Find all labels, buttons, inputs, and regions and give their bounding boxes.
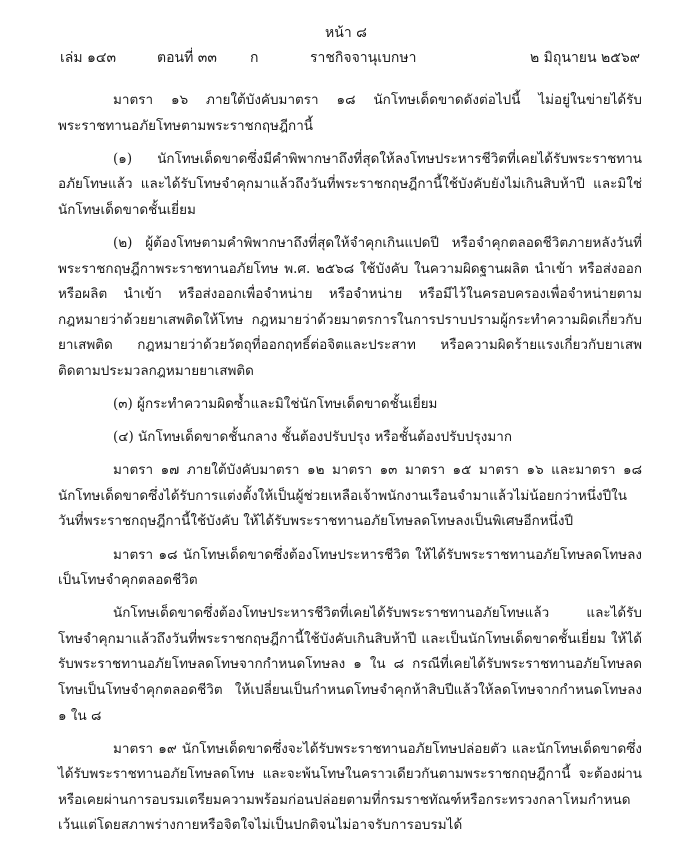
document-body [58,88,642,847]
volume-label: เล่ม ๑๔๓ [60,50,117,66]
paragraph-item-4: (๔) นักโทษเด็ดขาดชั้นกลาง ชั้นต้องปรับปรุง หรือชั้นต้องปรับปรุงมาก [113,429,513,446]
paragraph-item-2: (๒) ผู้ต้องโทษตามคำพิพากษาถึงที่สุดให้จำคุกเกินแปดปี หรือจำคุกตลอดชีวิตภายหลังวันที่พระราชกฤษฎีกาพระราชทานอภัยโทษ พ.ศ. ๒๕๖๘ ใช้บังคับ ในความผิดฐานผลิต นำเข้า หรือส่งออก หรือผลิต นำเข้า หรือส่งออกเพื่อจำหน่าย หรือจำหน่าย หรือมีไว้ในครอบครองเพื่อจำหน่ายตามกฎหมายว่าด้วยยาเสพติดให้โทษ กฎหมายว่าด้วยมาตรการในการปราบปรามผู้กระทำความผิดเกี่ยวกับยาเสพติด กฎหมายว่าด้วยวัตถุที่ออกฤทธิ์ต่อจิตและประสาท หรือความผิดร้ายแรงเกี่ยวกับยาเสพติดตามประมวลกฎหมายยาเสพติด [58,234,642,379]
gazette-title: ราชกิจจานุเบกษา [310,50,417,66]
part-label: ตอนที่ ๓๓ [157,50,217,66]
paragraph-section-18-clause-2: นักโทษเด็ดขาดซึ่งต้องโทษประหารชีวิตที่เคยได้รับพระราชทานอภัยโทษแล้ว และได้รับโทษจำคุกมาแล้วถึงวันที่พระราชกฤษฎีกานี้ใช้บังคับเกินสิบห้าปี และเป็นนักโทษเด็ดขาดชั้นเยี่ยม ให้ได้รับพระราชทานอภัยโทษลดโทษจากกำหนดโทษลง ๑ ใน ๘ กรณีที่เคยได้รับพระราชทานอภัยโทษลดโทษเป็นโทษจำคุกตลอดชีวิต ให้เปลี่ยนเป็นกำหนดโทษจำคุกห้าสิบปีแล้วให้ลดโทษจากกำหนดโทษลง ๑ ใน ๘ [58,605,642,724]
paragraph-section-17: มาตรา ๑๗ ภายใต้บังคับมาตรา ๑๒ มาตรา ๑๓ มาตรา ๑๕ มาตรา ๑๖ และมาตรา ๑๘ นักโทษเด็ดขาดซึ่งได้รับการแต่งตั้งให้เป็นผู้ช่วยเหลือเจ้าพนักงานเรือนจำมาแล้วไม่น้อยกว่าหนึ่งปีในวันที่พระราชกฤษฎีกานี้ใช้บังคับ ให้ได้รับพระราชทานอภัยโทษลดโทษลงเป็นพิเศษอีกหนึ่งปี [58,462,642,530]
section-label: ก [250,50,259,66]
page-number: หน้า ๘ [325,25,367,41]
paragraph-item-3: (๓) ผู้กระทำความผิดซ้ำและมิใช่นักโทษเด็ดขาดชั้นเยี่ยม [113,396,438,413]
gazette-header [60,47,640,67]
paragraph-item-1: (๑) นักโทษเด็ดขาดซึ่งมีคำพิพากษาถึงที่สุดให้ลงโทษประหารชีวิตที่เคยได้รับพระราชทานอภัยโทษแล้ว และได้รับโทษจำคุกมาแล้วถึงวันที่พระราชกฤษฎีกานี้ใช้บังคับยังไม่เกินสิบห้าปี และมิใช่นักโทษเด็ดขาดชั้นเยี่ยม [58,150,642,218]
paragraph-section-19: มาตรา ๑๙ นักโทษเด็ดขาดซึ่งจะได้รับพระราชทานอภัยโทษปล่อยตัว และนักโทษเด็ดขาดซึ่งได้รับพระราชทานอภัยโทษลดโทษ และจะพ้นโทษในคราวเดียวกันตามพระราชกฤษฎีกานี้ จะต้องผ่านหรือเคยผ่านการอบรมเตรียมความพร้อมก่อนปล่อยตามที่กรมราชทัณฑ์หรือกระทรวงกลาโหมกำหนด เว้นแต่โดยสภาพร่างกายหรือจิตใจไม่เป็นปกติจนไม่อาจรับการอบรมได้ [58,740,642,834]
publication-date: ๒ มิถุนายน ๒๕๖๙ [529,50,640,66]
paragraph-section-18: มาตรา ๑๘ นักโทษเด็ดขาดซึ่งต้องโทษประหารชีวิต ให้ได้รับพระราชทานอภัยโทษลดโทษลงเป็นโทษจำคุกตลอดชีวิต [58,546,642,589]
paragraph-section-16: มาตรา ๑๖ ภายใต้บังคับมาตรา ๑๘ นักโทษเด็ดขาดดังต่อไปนี้ ไม่อยู่ในข่ายได้รับพระราชทานอภัยโทษตามพระราชกฤษฎีกานี้ [58,92,642,134]
